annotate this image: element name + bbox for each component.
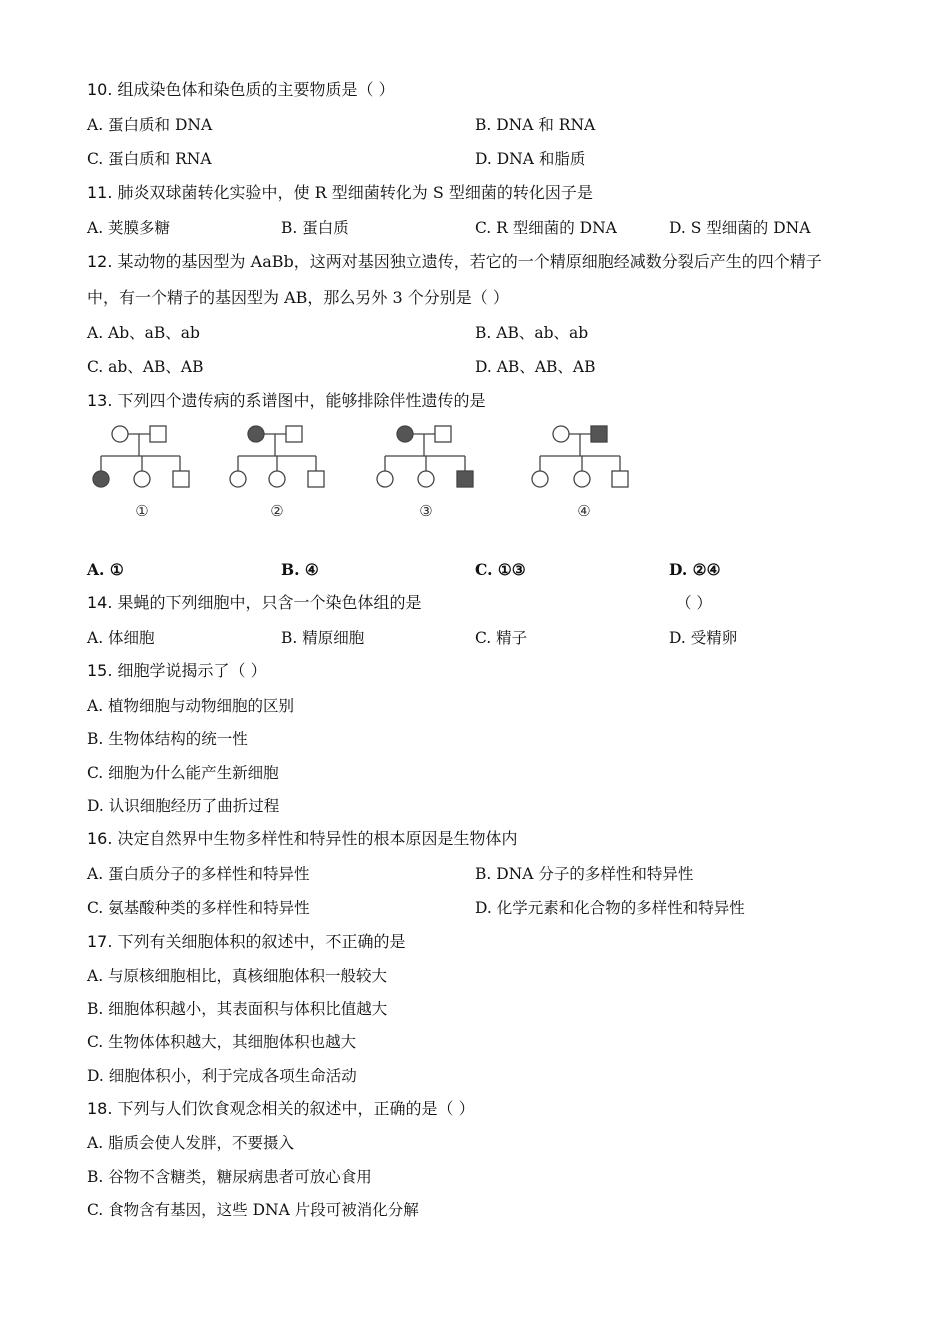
daughter-normal	[574, 471, 590, 487]
son-normal	[612, 471, 628, 487]
question-15	[87, 661, 267, 681]
option-c: C. ab、AB、AB	[87, 358, 204, 376]
father-normal	[435, 426, 451, 442]
pedigree-1	[93, 426, 189, 487]
option-c: C. 生物体体积越大，其细胞体积也越大	[87, 1033, 357, 1051]
option-b: B. 蛋白质	[281, 219, 349, 237]
option-b: B. DNA 分子的多样性和特异性	[475, 865, 694, 883]
option-d: D. S 型细菌的 DNA	[669, 219, 811, 237]
option-b: B. DNA 和 RNA	[475, 116, 596, 134]
option-d: D. DNA 和脂质	[475, 150, 586, 168]
father-affected	[591, 426, 607, 442]
pedigree-2	[230, 426, 324, 487]
option-d: D. 受精卵	[669, 629, 738, 647]
option-a: A. 荚膜多糖	[87, 219, 171, 237]
option-d: D. AB、AB、AB	[475, 358, 596, 376]
option-c: C. ①③	[475, 560, 526, 579]
daughter-normal	[230, 471, 246, 487]
question-stem: 果蝇的下列细胞中，只含一个染色体组的是	[117, 593, 422, 612]
question-number: 16.	[87, 829, 113, 848]
option-b: B. 细胞体积越小，其表面积与体积比值越大	[87, 1000, 388, 1018]
pedigree-4	[532, 426, 628, 487]
daughter-normal	[418, 471, 434, 487]
question-number: 14.	[87, 593, 113, 612]
son-affected	[457, 471, 473, 487]
question-number: 18.	[87, 1099, 113, 1118]
question-18	[87, 1099, 475, 1119]
figure-label-1: ①	[135, 502, 149, 520]
question-stem: 肺炎双球菌转化实验中，使 R 型细菌转化为 S 型细菌的转化因子是	[117, 183, 593, 202]
option-a: A. 脂质会使人发胖，不要摄入	[87, 1134, 295, 1152]
answer-parentheses: （ ）	[676, 594, 712, 612]
question-stem-continued: 中，有一个精子的基因型为 AB，那么另外 3 个分别是（ ）	[87, 288, 509, 307]
option-b: B. ④	[281, 560, 319, 579]
father-normal	[150, 426, 166, 442]
question-number: 10.	[87, 80, 113, 99]
option-d: D. 认识细胞经历了曲折过程	[87, 797, 280, 815]
question-stem: 下列四个遗传病的系谱图中，能够排除伴性遗传的是	[117, 391, 486, 410]
option-a: A. 植物细胞与动物细胞的区别	[87, 697, 295, 715]
option-b: B. 生物体结构的统一性	[87, 730, 248, 748]
option-c: C. 细胞为什么能产生新细胞	[87, 764, 279, 782]
daughter-normal	[134, 471, 150, 487]
option-b: B. 谷物不含糖类，糖尿病患者可放心食用	[87, 1168, 372, 1186]
daughter-normal	[532, 471, 548, 487]
question-17	[87, 932, 406, 952]
question-16	[87, 829, 518, 849]
question-number: 12.	[87, 252, 113, 271]
question-stem: 决定自然界中生物多样性和特异性的根本原因是生物体内	[117, 829, 518, 848]
figure-label-4: ④	[577, 502, 591, 520]
question-10	[87, 80, 395, 100]
question-stem: 细胞学说揭示了（ ）	[117, 661, 267, 680]
daughter-affected	[93, 471, 109, 487]
question-number: 11.	[87, 183, 113, 202]
question-11	[87, 183, 593, 203]
option-d: D. 化学元素和化合物的多样性和特异性	[475, 899, 745, 917]
question-13	[87, 391, 486, 411]
option-a: A. 体细胞	[87, 629, 155, 647]
question-number: 17.	[87, 932, 113, 951]
option-b: B. 精原细胞	[281, 629, 365, 647]
option-b: B. AB、ab、ab	[475, 324, 589, 342]
figure-label-2: ②	[270, 502, 284, 520]
question-number: 13.	[87, 391, 113, 410]
mother-normal	[112, 426, 128, 442]
son-normal	[308, 471, 324, 487]
option-c: C. 食物含有基因，这些 DNA 片段可被消化分解	[87, 1201, 419, 1219]
mother-affected	[397, 426, 413, 442]
question-stem: 下列有关细胞体积的叙述中，不正确的是	[117, 932, 406, 951]
question-stem: 下列与人们饮食观念相关的叙述中，正确的是（ ）	[117, 1099, 475, 1118]
option-d: D. 细胞体积小，利于完成各项生命活动	[87, 1067, 357, 1085]
option-a: A. Ab、aB、ab	[87, 324, 200, 342]
mother-normal	[553, 426, 569, 442]
option-c: C. 精子	[475, 629, 528, 647]
question-stem: 某动物的基因型为 AaBb，这两对基因独立遗传，若它的一个精原细胞经减数分裂后产生的四个精子	[117, 252, 822, 271]
option-c: C. R 型细菌的 DNA	[475, 219, 617, 237]
option-a: A. 蛋白质和 DNA	[87, 116, 213, 134]
son-normal	[173, 471, 189, 487]
option-a: A. 与原核细胞相比，真核细胞体积一般较大	[87, 967, 388, 985]
pedigree-3	[377, 426, 473, 487]
mother-affected	[248, 426, 264, 442]
option-c: C. 氨基酸种类的多样性和特异性	[87, 899, 310, 917]
question-stem: 组成染色体和染色质的主要物质是（ ）	[117, 80, 395, 99]
figure-label-3: ③	[419, 502, 433, 520]
question-14	[87, 593, 422, 613]
daughter-normal	[269, 471, 285, 487]
option-a: A. 蛋白质分子的多样性和特异性	[87, 865, 310, 883]
option-d: D. ②④	[669, 560, 721, 579]
question-number: 15.	[87, 661, 113, 680]
question-12	[87, 252, 822, 272]
option-a: A. ①	[87, 560, 124, 579]
daughter-normal	[377, 471, 393, 487]
pedigree-figures	[87, 418, 647, 528]
option-c: C. 蛋白质和 RNA	[87, 150, 212, 168]
father-normal	[286, 426, 302, 442]
